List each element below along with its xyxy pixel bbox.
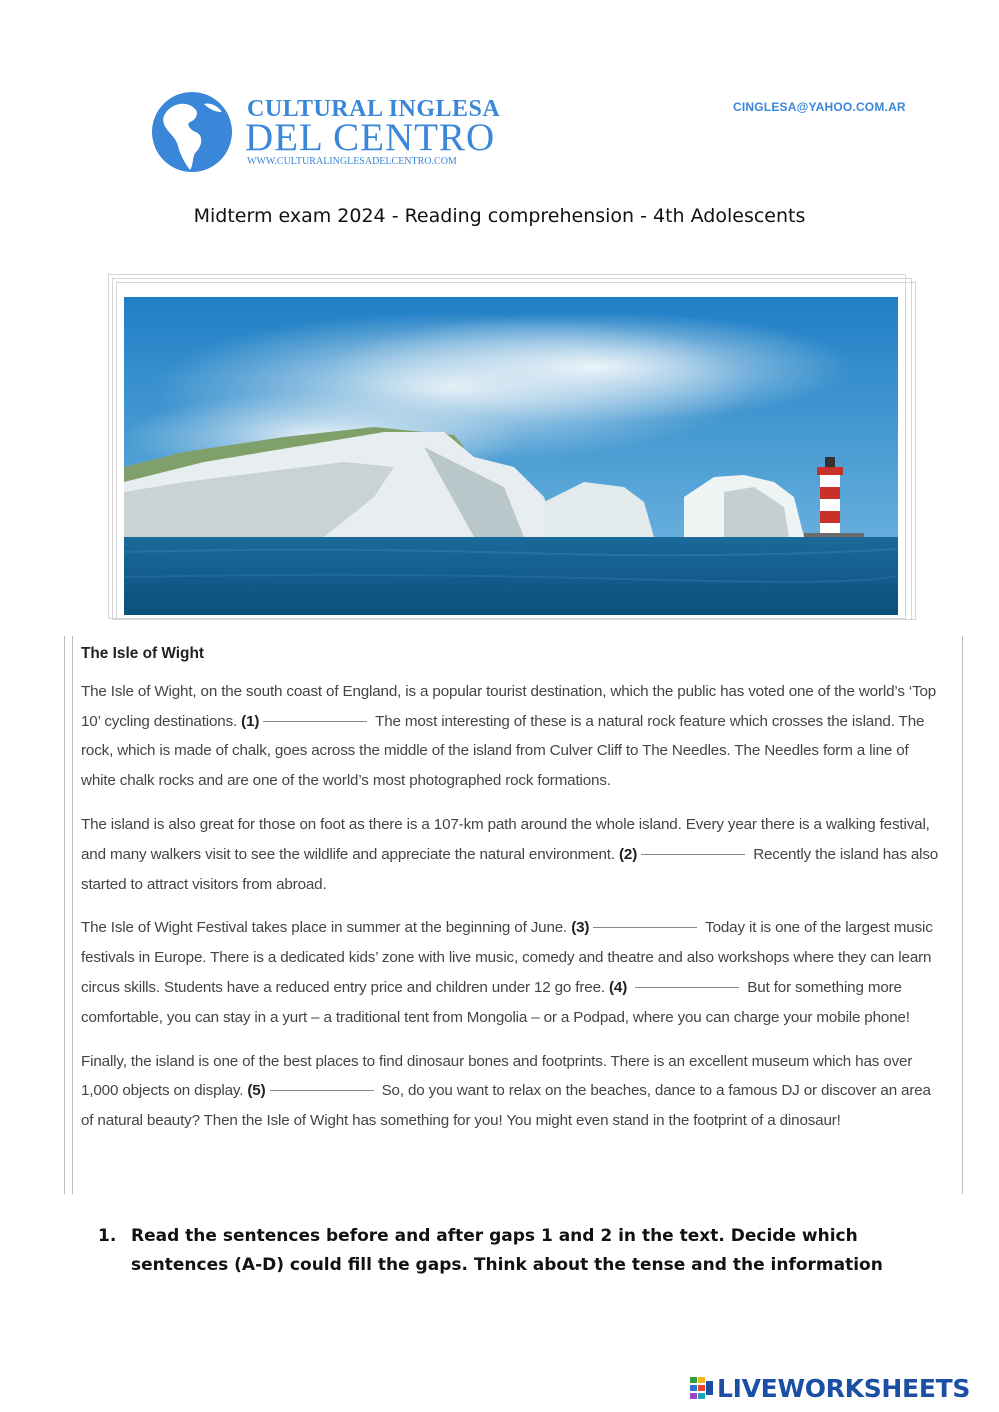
paragraph-2 — [81, 810, 947, 899]
school-logo — [150, 90, 501, 175]
gap-1-blank[interactable] — [263, 720, 367, 722]
globe-icon — [150, 90, 234, 174]
divider — [64, 636, 65, 1194]
paragraph-text: The Isle of Wight, on the south coast of England, is a popular tourist destination, which the public has voted one of the world’s ‘Top 10’ cycling destinations. — [81, 682, 937, 730]
logo-text-line2: DEL CENTRO — [245, 116, 496, 159]
paragraph-4 — [81, 1047, 947, 1136]
paragraph-3 — [81, 913, 947, 1032]
gap-number-4: (4) — [609, 978, 628, 996]
question-text: Read the sentences before and after gaps 1 and 2 in the text. Decide which sentences (A-D) could fill the gaps. Think about the tense and the information — [131, 1226, 883, 1275]
gap-5-blank[interactable] — [270, 1089, 374, 1091]
brand-name[interactable]: LIVEWORKSHEETS — [717, 1374, 971, 1403]
paragraph-1 — [81, 677, 947, 796]
gap-3-blank[interactable] — [593, 926, 697, 928]
liveworksheets-logo-icon — [690, 1377, 714, 1399]
gap-number-5: (5) — [247, 1082, 266, 1100]
divider — [72, 636, 73, 1194]
gap-number-2: (2) — [618, 845, 638, 863]
paragraph-text: Today it is one of the largest music festivals in Europe. There is a dedicated kids’ zone with live music, comedy and theatre and also workshops where they can learn circus skills. Students have a reduced entry price and children under 12 go free. — [81, 919, 933, 996]
reading-text — [64, 636, 964, 1194]
article-heading: The Isle of Wight — [81, 645, 204, 662]
divider — [962, 636, 963, 1194]
logo-text-line1: CULTURAL INGLESA — [247, 96, 501, 122]
article-body — [81, 636, 947, 1150]
gap-number-3: (3) — [571, 919, 590, 937]
page-title: Midterm exam 2024 - Reading comprehension - 4th Adolescents — [193, 205, 806, 227]
paragraph-text: Recently the island has also started to attract visitors from abroad. — [81, 845, 939, 893]
paragraph-text: But for something more comfortable, you can stay in a yurt – a traditional tent from Mongolia – or a Podpad, where you can charge your mobile phone! — [81, 978, 910, 1026]
paragraph-text: The island is also great for those on foot as there is a 107-km path around the whole island. Every year there is a walking festival, and many walkers visit to see the wildlife and appreciate the natural environment. — [81, 815, 930, 863]
isle-of-wight-photo — [124, 297, 898, 615]
paragraph-text: Finally, the island is one of the best places to find dinosaur bones and footprints. There is an excellent museum which has over 1,000 objects on display. — [81, 1052, 913, 1100]
paragraph-text: So, do you want to relax on the beaches, dance to a famous DJ or discover an area of natural beauty? Then the Isle of Wight has something for you! You might even stand in the footprint of a dinosaur! — [81, 1082, 931, 1130]
cliffs-lighthouse-icon — [124, 297, 898, 615]
gap-2-blank[interactable] — [641, 853, 745, 855]
paragraph-text: The Isle of Wight Festival takes place in summer at the beginning of June. — [81, 919, 568, 937]
gap-number-1: (1) — [241, 712, 260, 730]
paragraph-text: The most interesting of these is a natural rock feature which crosses the island. The rock, which is made of chalk, goes across the middle of the island from Culver Cliff to The Needles. The Needles form a line of white chalk rocks and are one of the world’s most photographed rock formations. — [81, 712, 925, 790]
question-number: 1. — [98, 1226, 117, 1246]
contact-email: CINGLESA@YAHOO.COM.AR — [733, 100, 906, 114]
gap-4-blank[interactable] — [635, 986, 739, 988]
liveworksheets-brand — [690, 1374, 990, 1402]
logo-website: WWW.CULTURALINGLESADELCENTRO.COM — [247, 156, 457, 167]
